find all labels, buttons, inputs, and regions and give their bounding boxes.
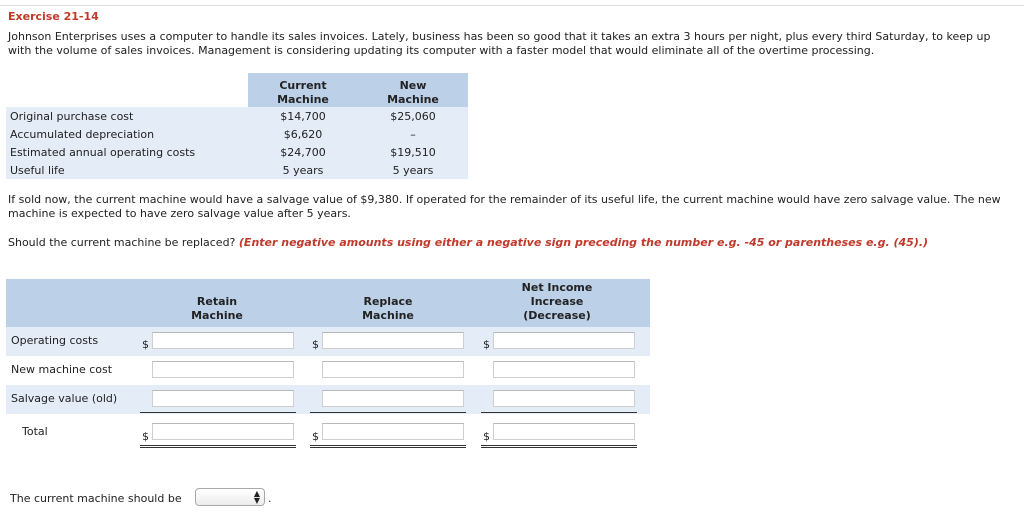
current-value: $24,700 [248,143,358,161]
operating-costs-net-input[interactable] [493,332,635,349]
dollar-sign: $ [483,430,490,443]
row-label: Accumulated depreciation [6,125,248,143]
header-current-machine: Current Machine [248,73,358,107]
total-double-underline [310,445,466,448]
row-label: Salvage value (old) [11,392,118,405]
table-row [6,161,468,179]
operating-costs-replace-input[interactable] [322,332,464,349]
new-machine-cost-replace-input[interactable] [322,361,464,378]
salvage-value-net-input[interactable] [493,390,635,407]
row-label: Estimated annual operating costs [6,143,248,161]
table-row [6,327,650,356]
total-double-underline [481,445,637,448]
total-replace-input[interactable] [322,423,464,440]
current-value: $14,700 [248,107,358,125]
header-new-machine: New Machine [358,73,468,107]
question [8,236,928,249]
subtotal-underline [310,412,466,413]
exercise-title: Exercise 21-14 [8,10,99,23]
question-instruction: (Enter negative amounts using either a negative sign preceding the number e.g. -45 or parentheses e.g. (45).) [238,236,929,249]
answer-grid [6,279,650,451]
conclusion-select[interactable] [195,488,265,506]
row-label: Original purchase cost [6,107,248,125]
row-label: Operating costs [11,334,99,347]
row-label: New machine cost [11,363,113,376]
subtotal-underline [481,412,637,413]
new-value: $25,060 [358,107,468,125]
new-machine-cost-net-input[interactable] [493,361,635,378]
new-value: – [358,125,468,143]
new-machine-cost-retain-input[interactable] [152,361,294,378]
machine-data-table [6,73,468,179]
new-value: 5 years [358,161,468,179]
dollar-sign: $ [142,430,149,443]
salvage-value-replace-input[interactable] [322,390,464,407]
new-value: $19,510 [358,143,468,161]
total-net-input[interactable] [493,423,635,440]
salvage-value-retain-input[interactable] [152,390,294,407]
dollar-sign: $ [142,338,149,351]
row-label: Total [22,425,48,438]
header-net-income: Net Income Increase (Decrease) [521,281,593,322]
exercise-intro: Johnson Enterprises uses a computer to handle its sales invoices. Lately, business has been so good that it takes an extra 3 hours per night, plus every third Saturday, to keep up with the volume of sales invoices. Management is considering updating its computer with a faster model that would eliminate all of the overtime processing. [8,30,991,57]
top-divider [0,5,1024,6]
table-row [6,356,650,385]
salvage-paragraph: If sold now, the current machine would have a salvage value of $9,380. If operated for the remainder of its useful life, the current machine would have zero salvage value. The new machine is expected to have zero salvage value after 5 years. [8,193,1001,220]
table-row [6,415,650,451]
table-row [6,143,468,161]
conclusion-label: The current machine should be [10,492,182,505]
machine-table-header [6,73,468,107]
subtotal-underline [140,412,296,413]
table-row [6,125,468,143]
table-row [6,107,468,125]
answer-grid-header [6,279,650,327]
select-arrows-icon: ▲ ▼ [253,489,260,505]
conclusion-period: . [268,492,272,505]
dollar-sign: $ [312,338,319,351]
header-retain-machine: Retain Machine [191,295,243,322]
question-text: Should the current machine be replaced? [8,236,236,249]
header-replace-machine: Replace Machine [362,295,414,322]
operating-costs-retain-input[interactable] [152,332,294,349]
current-value: 5 years [248,161,358,179]
total-retain-input[interactable] [152,423,294,440]
table-row [6,385,650,414]
row-label: Useful life [6,161,248,179]
current-value: $6,620 [248,125,358,143]
dollar-sign: $ [312,430,319,443]
total-double-underline [140,445,296,448]
dollar-sign: $ [483,338,490,351]
